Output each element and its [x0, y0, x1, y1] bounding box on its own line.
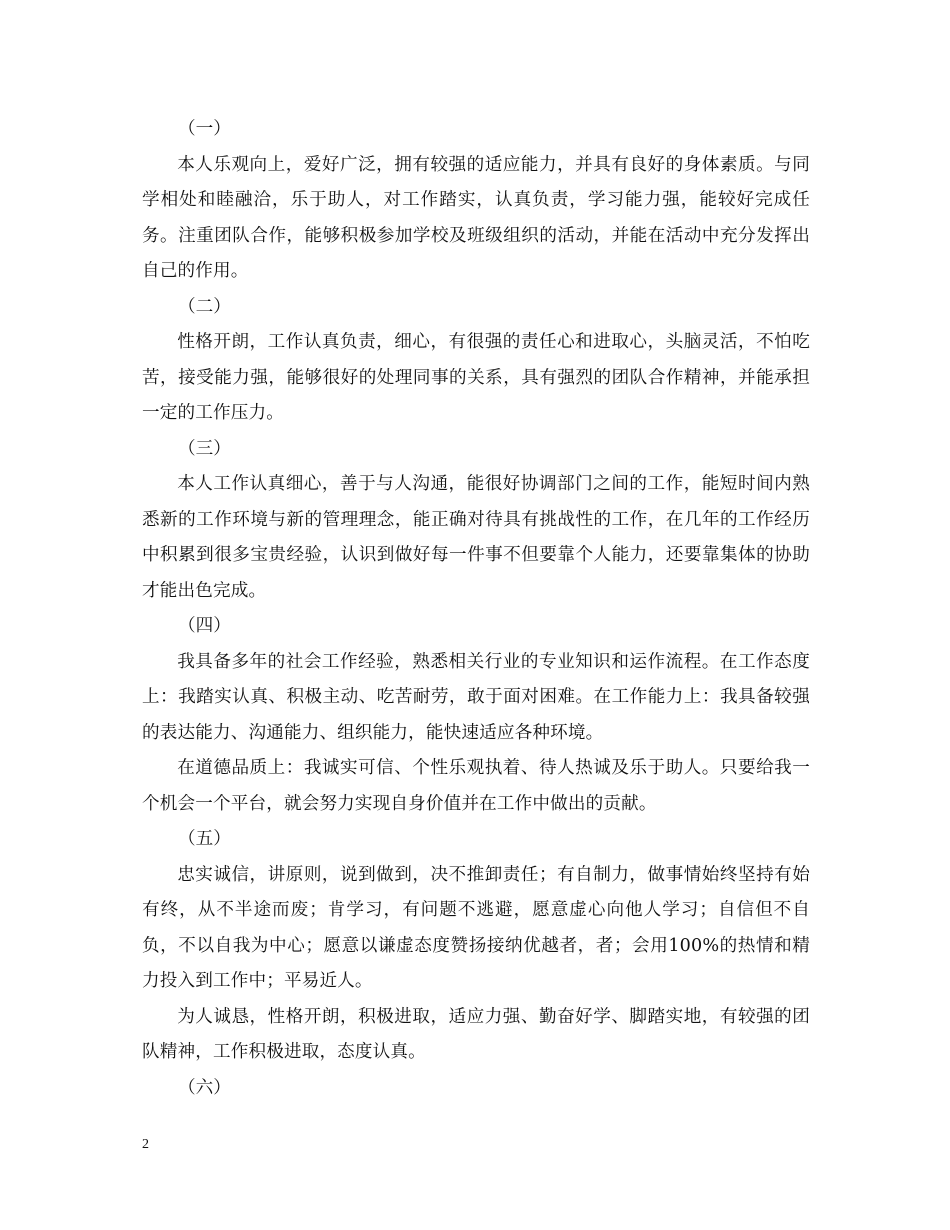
section-heading-4: （四）	[178, 616, 231, 636]
section-4-paragraph-2: 在道德品质上：我诚实可信、个性乐观执着、待人热诚及乐于助人。只要给我一个机会一个平台，就会努力实现自身价值并在工作中做出的贡献。	[142, 758, 810, 814]
section-1-paragraph-1: 本人乐观向上，爱好广泛，拥有较强的适应能力，并具有良好的身体素质。与同学相处和睦融洽，乐于助人，对工作踏实，认真负责，学习能力强，能较好完成任务。注重团队合作，能够积极参加学校及班级组织的活动，并能在活动中充分发挥出自己的作用。	[142, 154, 810, 281]
section-4-paragraph-1: 我具备多年的社会工作经验，熟悉相关行业的专业知识和运作流程。在工作态度上：我踏实认真、积极主动、吃苦耐劳，敢于面对困难。在工作能力上：我具备较强的表达能力、沟通能力、组织能力，能快速适应各种环境。	[142, 651, 810, 743]
section-5-paragraph-1: 忠实诚信，讲原则，说到做到，决不推卸责任；有自制力，做事情始终坚持有始有终，从不半途而废；肯学习，有问题不逃避，愿意虚心向他人学习；自信但不自负，不以自我为中心；愿意以谦虚态度赞扬接纳优越者，者；会用100%的热情和精力投入到工作中；平易近人。	[142, 864, 810, 991]
section-5-paragraph-2: 为人诚恳，性格开朗，积极进取，适应力强、勤奋好学、脚踏实地，有较强的团队精神，工作积极进取，态度认真。	[142, 1006, 810, 1062]
section-heading-6: （六）	[178, 1077, 231, 1098]
section-heading-2: （二）	[178, 296, 231, 317]
section-heading-3: （三）	[178, 438, 231, 459]
section-heading-5: （五）	[178, 829, 231, 849]
page-number: 2	[142, 1137, 149, 1152]
document-body	[142, 112, 810, 1106]
section-heading-1: （一）	[178, 119, 231, 139]
section-2-paragraph-1: 性格开朗，工作认真负责，细心，有很强的责任心和进取心，头脑灵活，不怕吃苦，接受能力强，能够很好的处理同事的关系，具有强烈的团队合作精神，并能承担一定的工作压力。	[142, 332, 810, 423]
section-3-paragraph-1: 本人工作认真细心，善于与人沟通，能很好协调部门之间的工作，能短时间内熟悉新的工作环境与新的管理理念，能正确对待具有挑战性的工作，在几年的工作经历中积累到很多宝贵经验，认识到做好每一件事不但要靠个人能力，还要靠集体的协助才能出色完成。	[142, 474, 810, 601]
